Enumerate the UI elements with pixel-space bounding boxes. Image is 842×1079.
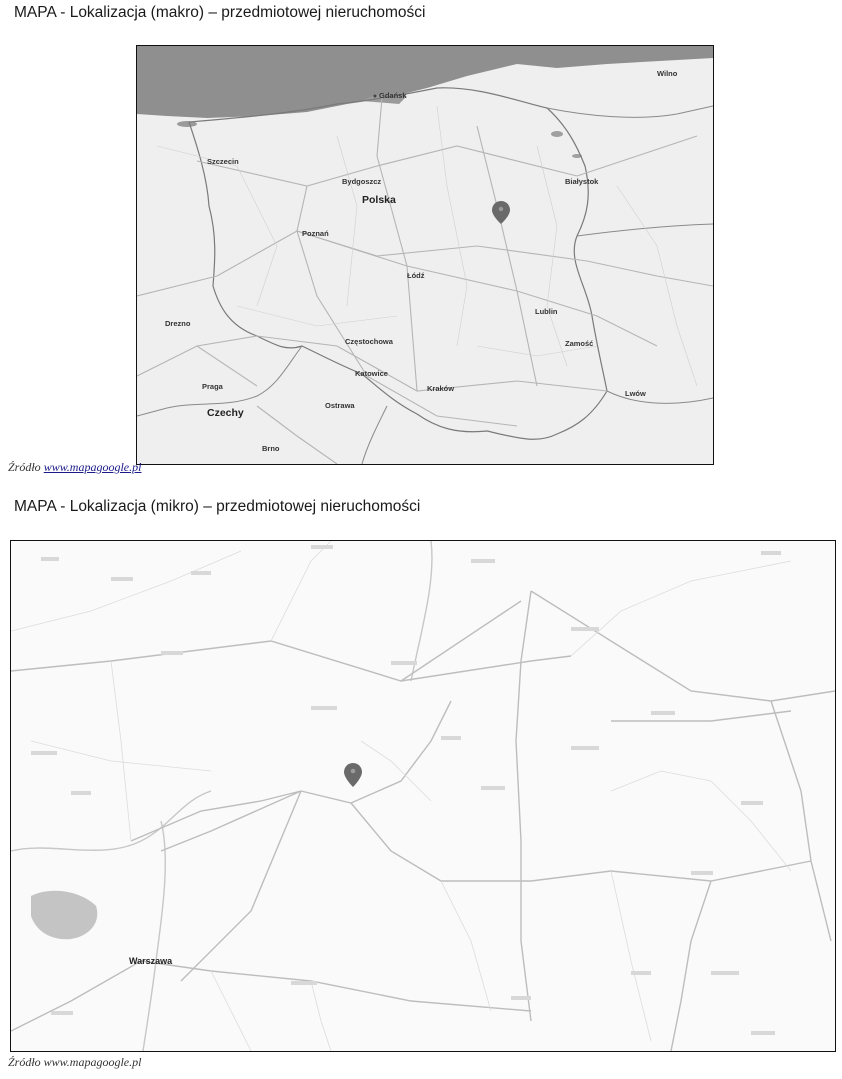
macro-source-link[interactable]: www.mapagoogle.pl [43,460,142,474]
macro-map-heading: MAPA - Lokalizacja (makro) – przedmiotowej nieruchomości [14,4,426,21]
city-label-warszawa: Warszawa [129,956,173,966]
macro-map-canvas [137,46,713,464]
city-label: Bydgoszcz [342,177,382,186]
micro-source-text[interactable]: Źródło www.mapagoogle.pl [8,1055,142,1069]
city-label: Katowice [355,369,388,378]
city-label: Łódź [407,271,425,280]
city-label: Poznań [302,229,329,238]
city-label: Zamość [565,339,594,348]
micro-source [8,1055,141,1070]
macro-source-prefix: Źródło [8,460,44,474]
city-label: Białystok [565,177,599,186]
city-label: Szczecin [207,157,239,166]
city-label: Częstochowa [345,337,393,346]
city-label: Kraków [427,384,455,393]
country-label-czechia: Czechy [207,407,244,419]
city-label: Lwów [625,389,646,398]
city-label: Gdańsk [379,91,407,100]
micro-map-canvas [11,541,835,1051]
city-label: Ostrawa [325,401,355,410]
city-label: Brno [262,444,280,453]
macro-map[interactable] [136,45,714,465]
city-label: Wilno [657,69,678,78]
country-label-poland: Polska [362,194,396,206]
macro-source [8,460,141,475]
city-label: Praga [202,382,223,391]
city-label: Drezno [165,319,191,328]
micro-map-heading: MAPA - Lokalizacja (mikro) – przedmiotowej nieruchomości [14,498,421,515]
micro-map[interactable] [10,540,836,1052]
city-label: Lublin [535,307,558,316]
